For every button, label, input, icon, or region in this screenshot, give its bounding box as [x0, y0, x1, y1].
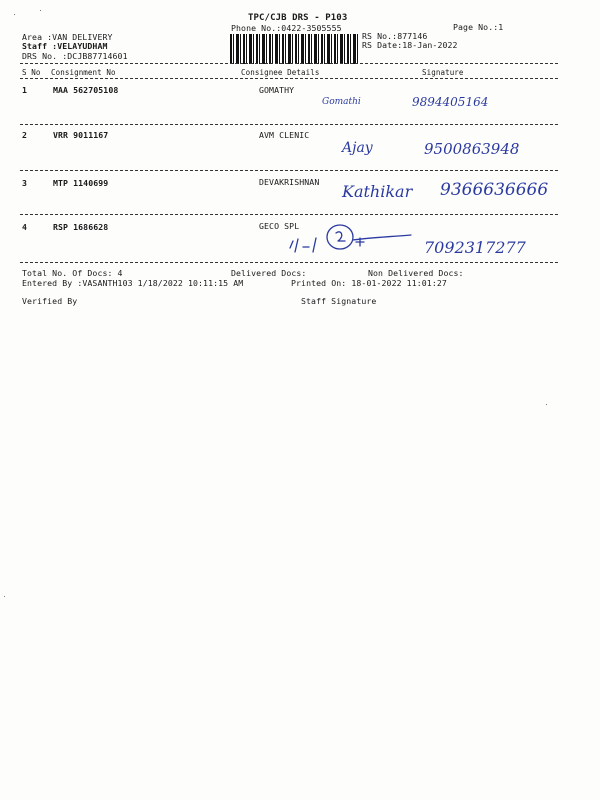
handwritten-phone: 9366636666 — [440, 180, 549, 200]
handwritten-signature: Ajay — [342, 140, 373, 156]
rs-number: RS No.:877146 — [362, 31, 428, 41]
consignment-number: VRR 9011167 — [53, 130, 109, 140]
scan-speck — [4, 596, 5, 597]
divider — [20, 63, 558, 64]
col-sno: S No — [22, 68, 41, 77]
handwritten-phone: 9894405164 — [412, 95, 489, 109]
scan-speck — [40, 10, 41, 11]
col-signature: Signature — [422, 68, 464, 77]
delivered-docs: Delivered Docs: — [231, 268, 307, 278]
col-consignee: Consignee Details — [241, 68, 320, 77]
row-sno: 4 — [22, 222, 28, 232]
area-field: Area :VAN DELIVERY — [22, 32, 113, 42]
handwritten-phone: 7092317277 — [424, 238, 526, 257]
consignee-name: DEVAKRISHNAN — [259, 177, 320, 187]
divider — [20, 78, 558, 79]
verified-by-label: Verified By — [22, 296, 78, 306]
handwritten-signature: Kathikar — [342, 182, 413, 201]
rs-date: RS Date:18-Jan-2022 — [362, 40, 458, 50]
divider — [20, 170, 558, 171]
row-sno: 2 — [22, 130, 28, 140]
col-consignment: Consignment No — [51, 68, 116, 77]
row-sno: 1 — [22, 85, 28, 95]
staff-signature-label: Staff Signature — [301, 296, 377, 306]
phone-number: Phone No.:0422-3505555 — [231, 23, 342, 33]
printed-on: Printed On: 18-01-2022 11:01:27 — [291, 278, 447, 288]
barcode — [230, 34, 358, 64]
consignee-name: AVM CLENIC — [259, 130, 310, 140]
handwritten-phone: 9500863948 — [424, 140, 520, 158]
scan-speck — [14, 14, 15, 15]
consignment-number: RSP 1686628 — [53, 222, 109, 232]
consignment-number: MTP 1140699 — [53, 178, 109, 188]
row-sno: 3 — [22, 178, 28, 188]
divider — [20, 124, 558, 125]
consignee-name: GECO SPL — [259, 221, 300, 231]
handwritten-signature: Gomathi — [322, 97, 361, 107]
divider — [20, 214, 558, 215]
consignment-number: MAA 562705108 — [53, 85, 119, 95]
consignee-name: GOMATHY — [259, 85, 295, 95]
non-delivered-docs: Non Delivered Docs: — [368, 268, 464, 278]
entered-by: Entered By :VASANTH103 1/18/2022 10:11:15 AM — [22, 278, 244, 288]
drs-number: DRS No. :DCJB87714601 — [22, 51, 128, 61]
page-number: Page No.:1 — [453, 22, 504, 32]
scan-speck — [546, 404, 547, 405]
divider — [20, 262, 558, 263]
handwritten-signature-drawing — [286, 222, 416, 258]
total-docs: Total No. Of Docs: 4 — [22, 268, 123, 278]
staff-field: Staff :VELAYUDHAM — [22, 41, 108, 51]
document-title: TPC/CJB DRS - P103 — [248, 13, 348, 23]
